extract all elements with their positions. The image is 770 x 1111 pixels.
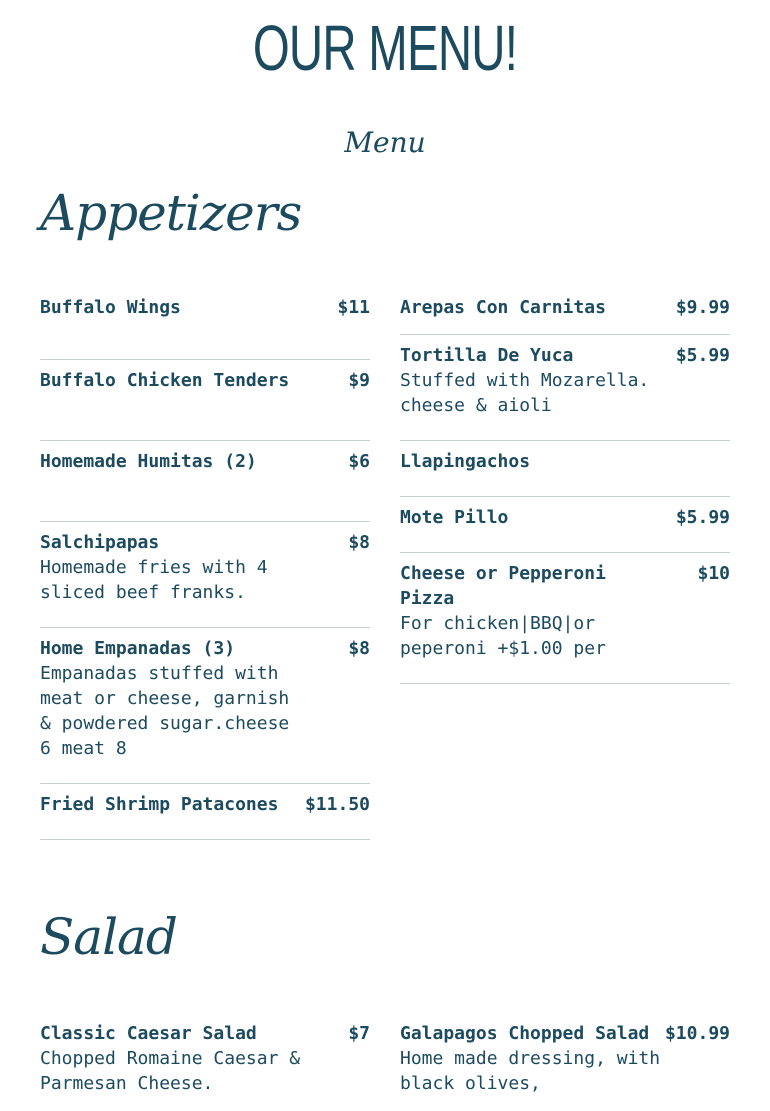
- item-price: $9: [348, 370, 370, 391]
- item-name: Fried Shrimp Patacones: [40, 794, 279, 815]
- menu-subtitle: Menu: [344, 126, 426, 159]
- item-name: Buffalo Chicken Tenders: [40, 370, 290, 391]
- item-name: Cheese or Pepperoni Pizza: [400, 563, 606, 609]
- item-name: Tortilla De Yuca: [400, 345, 574, 366]
- item-price: $6: [348, 451, 370, 472]
- item-name: Buffalo Wings: [40, 297, 181, 318]
- menu-item[interactable]: [400, 287, 730, 335]
- item-description: Stuffed with Mozarella. cheese & aioli: [400, 370, 650, 416]
- item-price: $11.50: [304, 794, 370, 815]
- menu-item[interactable]: [40, 1013, 370, 1111]
- menu-item[interactable]: [400, 553, 730, 684]
- appetizers-left-column: [40, 287, 370, 840]
- item-description: Chopped Romaine Caesar & Parmesan Cheese.: [40, 1048, 301, 1094]
- menu-item[interactable]: [40, 784, 370, 840]
- menu-item[interactable]: [40, 441, 370, 522]
- menu-item[interactable]: [400, 1013, 730, 1111]
- menu-item[interactable]: [400, 497, 730, 553]
- item-description: Homemade fries with 4 sliced beef franks.: [40, 557, 268, 603]
- item-name: Galapagos Chopped Salad: [400, 1023, 650, 1044]
- section-title-appetizers: Appetizers: [40, 184, 302, 242]
- menu-item[interactable]: [400, 441, 730, 497]
- salad-left-column: [40, 1013, 370, 1111]
- item-price: $8: [348, 638, 370, 659]
- appetizers-right-column: [400, 287, 730, 684]
- item-price: $10.99: [664, 1023, 730, 1044]
- item-price: $5.99: [675, 507, 730, 528]
- item-price: $7: [348, 1023, 370, 1044]
- item-price: $11: [337, 297, 370, 318]
- page-title: OUR MENU!: [252, 12, 518, 84]
- item-price: $8: [348, 532, 370, 553]
- menu-item[interactable]: [40, 360, 370, 441]
- item-name: Classic Caesar Salad: [40, 1023, 257, 1044]
- item-name: Mote Pillo: [400, 507, 509, 528]
- item-description: Empanadas stuffed with meat or cheese, garnish & powdered sugar.cheese 6 meat 8: [40, 663, 290, 759]
- salad-right-column: [400, 1013, 730, 1111]
- menu-item[interactable]: [400, 335, 730, 441]
- section-title-salad: Salad: [40, 908, 177, 966]
- menu-item[interactable]: [40, 522, 370, 628]
- item-name: Salchipapas: [40, 532, 160, 553]
- item-name: Homemade Humitas (2): [40, 451, 257, 472]
- item-name: Arepas Con Carnitas: [400, 297, 606, 318]
- item-description: Home made dressing, with black olives,: [400, 1048, 661, 1094]
- item-name: Home Empanadas (3): [40, 638, 236, 659]
- item-description: For chicken|BBQ|or peperoni +$1.00 per: [400, 613, 606, 659]
- item-price: $9.99: [675, 297, 730, 318]
- item-price: $5.99: [675, 345, 730, 366]
- menu-item[interactable]: [40, 287, 370, 360]
- item-price: $10: [697, 563, 730, 584]
- menu-item[interactable]: [40, 628, 370, 784]
- item-name: Llapingachos: [400, 451, 531, 472]
